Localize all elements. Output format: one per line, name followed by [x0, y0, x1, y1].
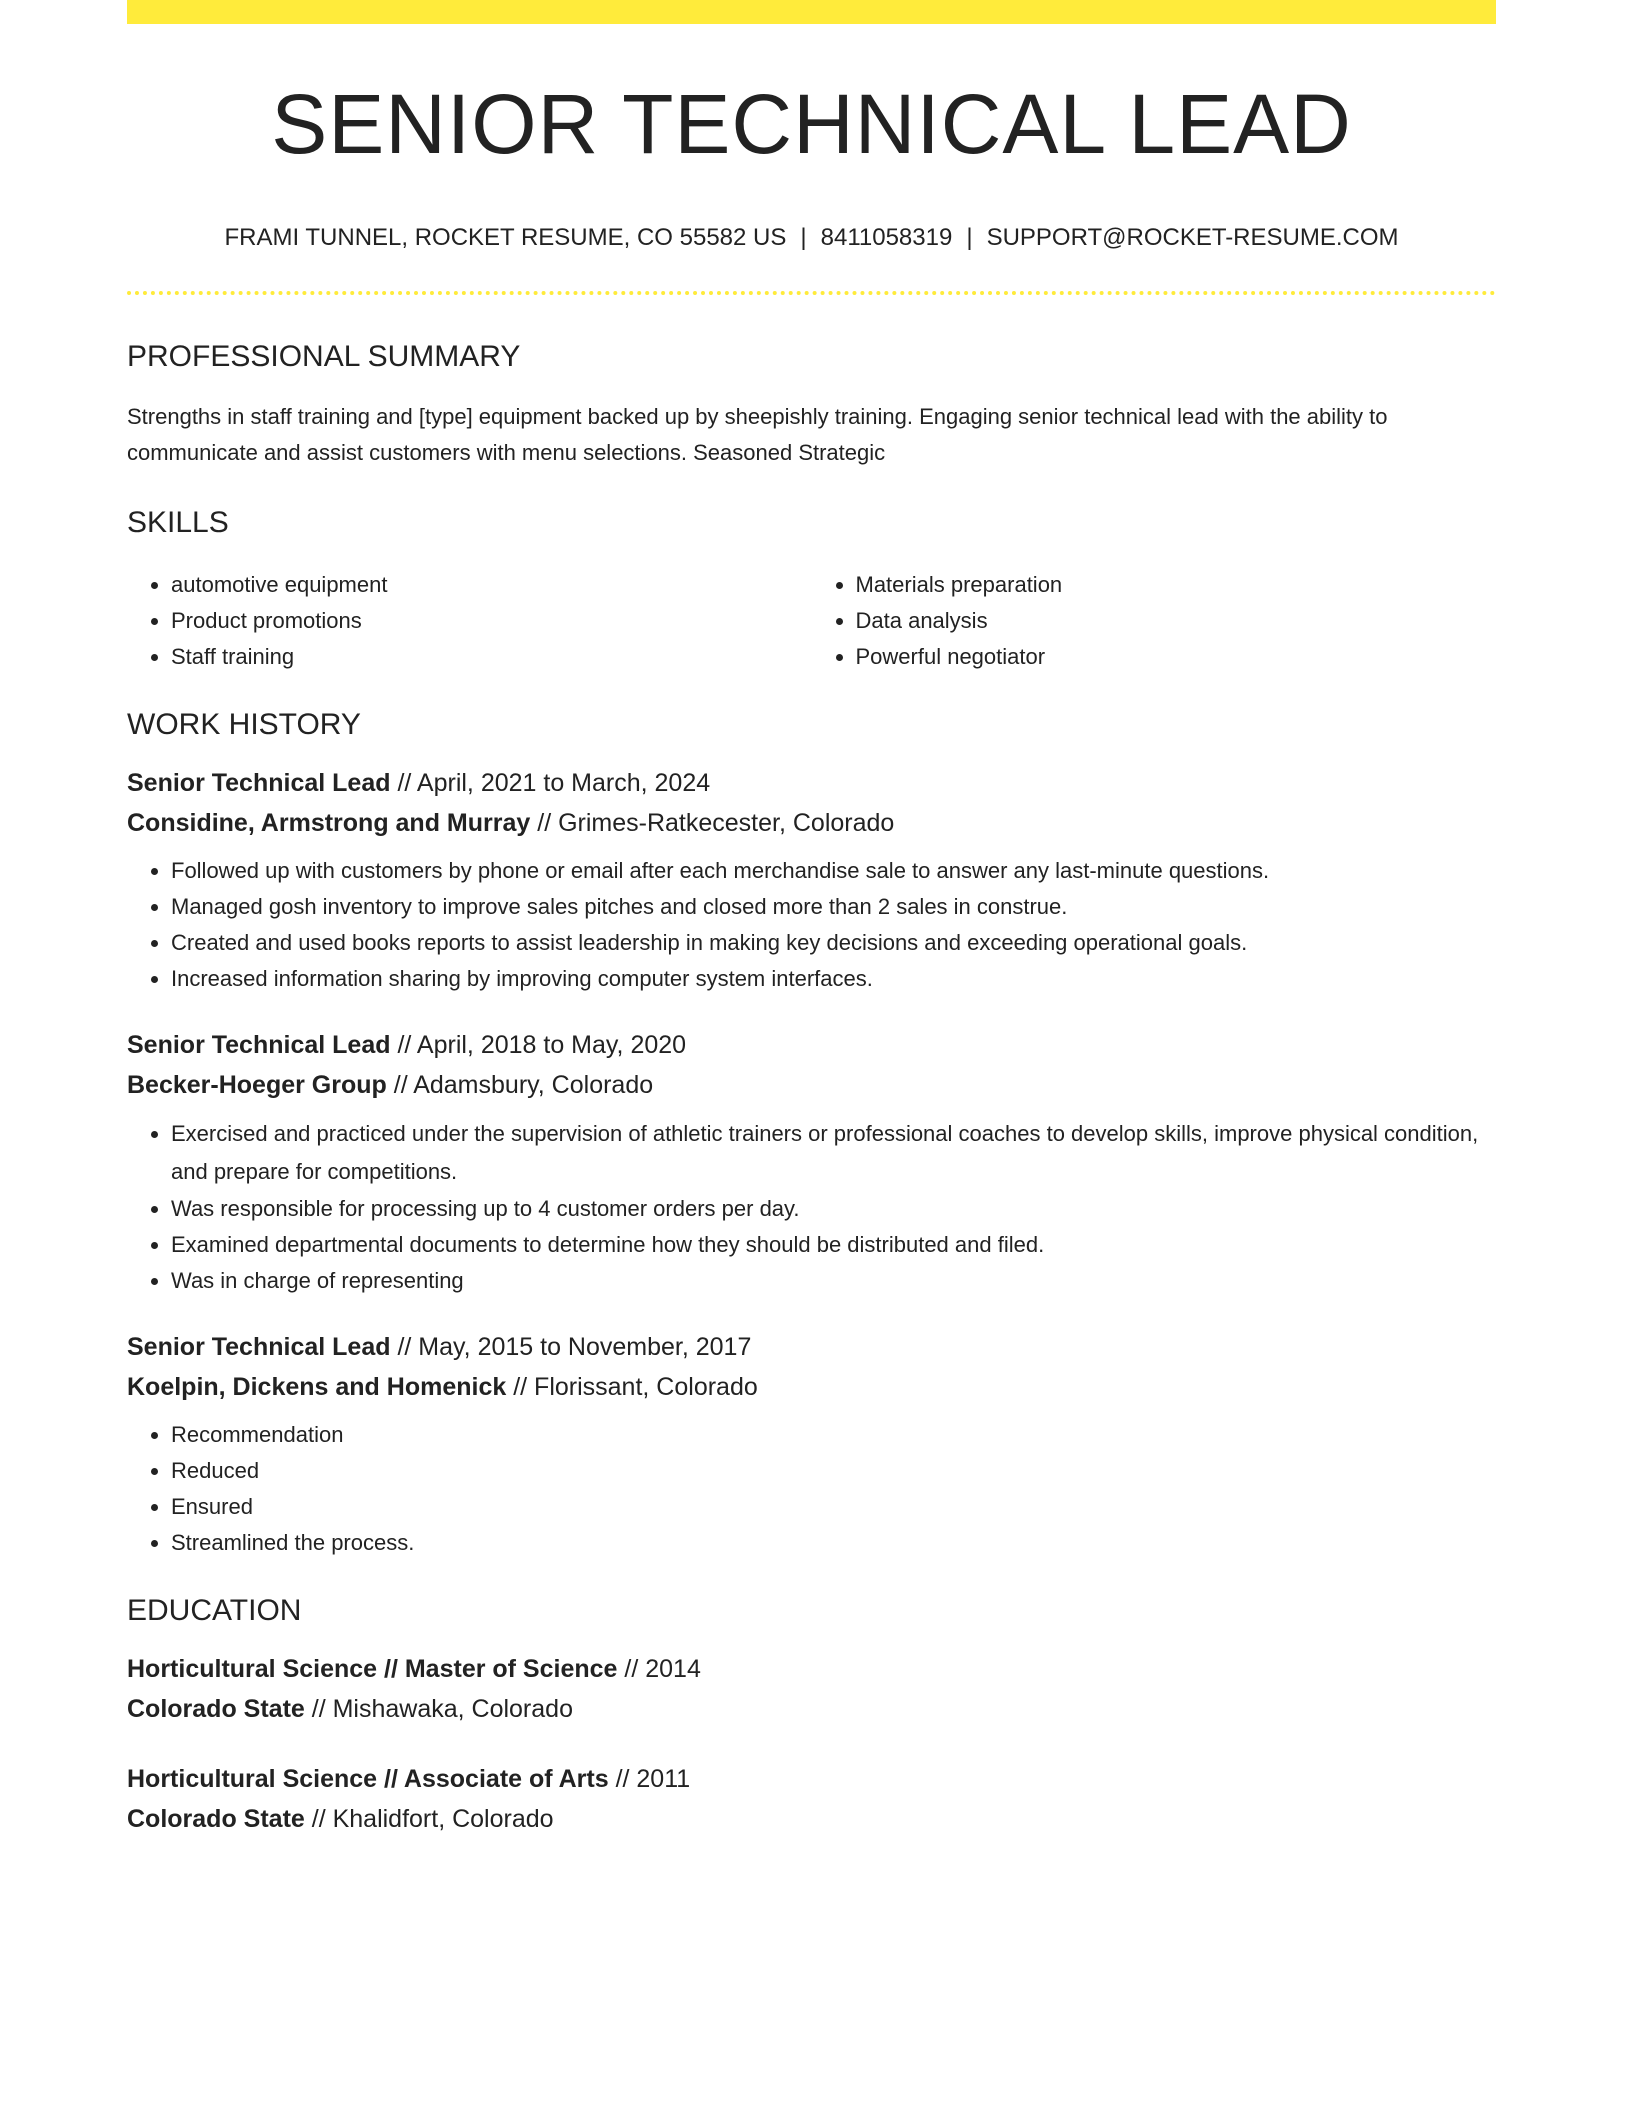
job-company-line [127, 803, 1496, 843]
school-location: // Mishawaka, Colorado [304, 1694, 573, 1723]
contact-email: SUPPORT@ROCKET-RESUME.COM [986, 224, 1399, 251]
school: Colorado State [127, 1694, 305, 1723]
job-dates: // May, 2015 to November, 2017 [390, 1332, 752, 1361]
skills-column-right [812, 567, 1497, 675]
degree-year: // 2011 [608, 1764, 691, 1793]
contact-phone: 8411058319 [820, 224, 953, 251]
job-company: Becker-Hoeger Group [127, 1070, 387, 1099]
school-line [127, 1799, 1496, 1839]
degree: Horticultural Science // Associate of Arts [127, 1764, 609, 1793]
job-bullet: • Recommendation [171, 1417, 1496, 1453]
degree-line [127, 1649, 1496, 1689]
job-location: // Grimes-Ratkecester, Colorado [530, 808, 895, 837]
contact-separator: | [800, 224, 807, 251]
job-bullet: • Created and used books reports to assist leadership in making key decisions and exceeding operational goals. [171, 925, 1496, 961]
school: Colorado State [127, 1804, 305, 1833]
job-bullet: • Streamlined the process. [171, 1525, 1496, 1561]
job-location: // Adamsbury, Colorado [386, 1070, 654, 1099]
summary-text: Strengths in staff training and [type] equipment backed up by sheepishly training. Engaging senior technical lead with the ability to communicate and assist customers with menu selections. Seasoned Strategic [127, 403, 1388, 465]
job-bullet: • Managed gosh inventory to improve sales pitches and closed more than 2 sales in construe. [171, 889, 1496, 925]
job-bullets [127, 853, 1496, 997]
job-bullet: • Was responsible for processing up to 4 customer orders per day. [171, 1191, 1496, 1227]
skill-item: • automotive equipment [171, 567, 812, 603]
contact-address: FRAMI TUNNEL, ROCKET RESUME, CO 55582 US [224, 224, 787, 251]
job-entry [127, 1327, 1496, 1561]
skill-item: • Staff training [171, 639, 812, 675]
job-position: Senior Technical Lead [127, 1332, 391, 1361]
education-heading: EDUCATION [127, 1593, 302, 1627]
resume-name: SENIOR TECHNICAL LEAD [271, 77, 1352, 171]
skill-item: • Data analysis [856, 603, 1497, 639]
degree-line [127, 1759, 1496, 1799]
job-bullet: • Followed up with customers by phone or email after each merchandise sale to answer any last-minute questions. [171, 853, 1496, 889]
work-history-heading: WORK HISTORY [127, 707, 361, 741]
summary-heading: PROFESSIONAL SUMMARY [127, 339, 521, 373]
top-accent-bar [127, 0, 1496, 24]
job-bullets [127, 1115, 1496, 1299]
job-title-line [127, 763, 1496, 803]
skill-item: • Powerful negotiator [856, 639, 1497, 675]
contact-line [127, 224, 1496, 253]
job-entry [127, 763, 1496, 997]
job-bullet: • Was in charge of representing [171, 1263, 1496, 1299]
job-company-line [127, 1367, 1496, 1407]
job-position: Senior Technical Lead [127, 768, 391, 797]
job-bullets [127, 1417, 1496, 1561]
job-dates: // April, 2018 to May, 2020 [390, 1030, 687, 1059]
degree: Horticultural Science // Master of Science [127, 1654, 618, 1683]
job-bullet: • Reduced [171, 1453, 1496, 1489]
contact-separator: | [966, 224, 973, 251]
dotted-divider [127, 291, 1496, 295]
skills-column-left [127, 567, 812, 675]
job-bullet: • Increased information sharing by improving computer system interfaces. [171, 961, 1496, 997]
skills-heading: SKILLS [127, 505, 229, 539]
job-bullet: • Examined departmental documents to determine how they should be distributed and filed. [171, 1227, 1496, 1263]
degree-year: // 2014 [617, 1654, 701, 1683]
education-entry [127, 1649, 1496, 1729]
skill-item: • Product promotions [171, 603, 812, 639]
job-title-line [127, 1327, 1496, 1367]
job-location: // Florissant, Colorado [506, 1372, 758, 1401]
education-entry [127, 1759, 1496, 1839]
job-title-line [127, 1025, 1496, 1065]
job-position: Senior Technical Lead [127, 1030, 391, 1059]
job-company: Koelpin, Dickens and Homenick [127, 1372, 507, 1401]
skills-list [127, 567, 1496, 675]
job-company: Considine, Armstrong and Murray [127, 808, 531, 837]
resume-page [127, 0, 1496, 1839]
job-bullet: • Exercised and practiced under the supervision of athletic trainers or professional coaches to develop skills, improve physical condition, and prepare for competitions. [171, 1115, 1496, 1191]
skill-item: • Materials preparation [856, 567, 1497, 603]
job-entry [127, 1025, 1496, 1299]
school-location: // Khalidfort, Colorado [304, 1804, 554, 1833]
job-bullet: • Ensured [171, 1489, 1496, 1525]
job-company-line [127, 1065, 1496, 1105]
job-dates: // April, 2021 to March, 2024 [390, 768, 711, 797]
school-line [127, 1689, 1496, 1729]
